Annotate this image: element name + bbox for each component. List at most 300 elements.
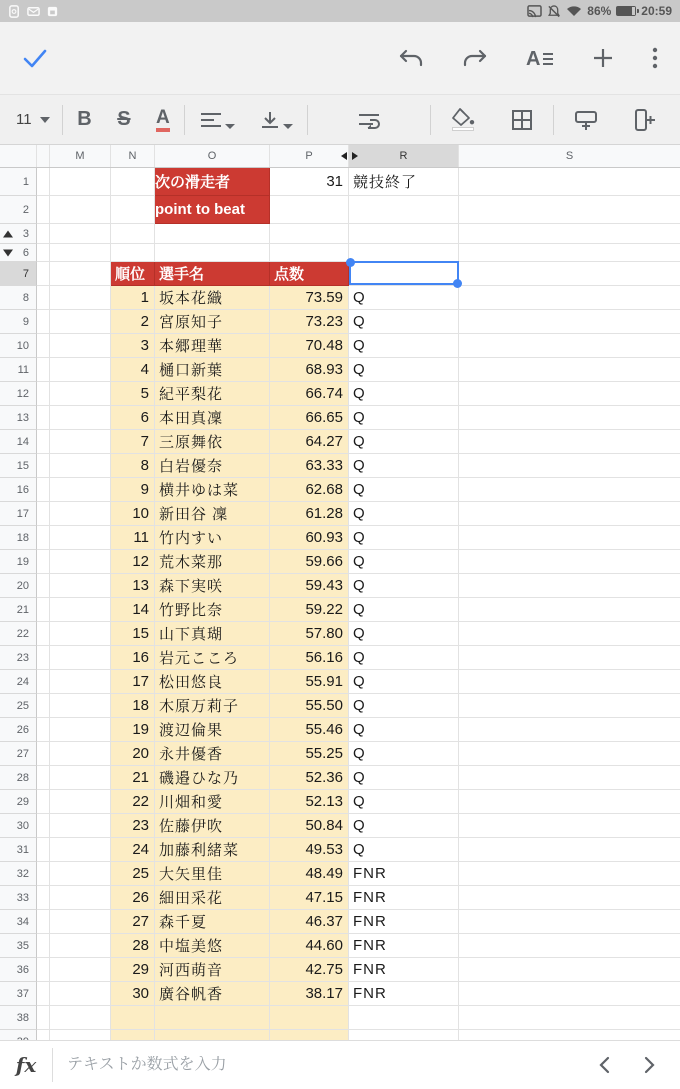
cell-M[interactable] — [50, 742, 111, 766]
row-header-14[interactable]: 14 — [0, 430, 37, 454]
cell-score[interactable]: 59.22 — [270, 598, 349, 622]
cell-L[interactable] — [37, 694, 50, 718]
cell-qualify-status[interactable]: FNR — [349, 982, 459, 1006]
cell-M[interactable] — [50, 766, 111, 790]
row-header-9[interactable]: 9 — [0, 310, 37, 334]
column-header-p[interactable]: P — [270, 145, 349, 167]
cell-skater-name[interactable]: 大矢里佳 — [155, 862, 270, 886]
fill-color-button[interactable] — [451, 108, 475, 131]
bold-button[interactable] — [77, 108, 91, 131]
selection-handle-bottom-right[interactable] — [453, 279, 462, 288]
cell-qualify-status[interactable]: Q — [349, 334, 459, 358]
cell-next-skater-label[interactable]: 次の滑走者 — [155, 168, 270, 196]
cell-status-note[interactable]: 競技終了 — [349, 168, 459, 196]
cell-L[interactable] — [37, 550, 50, 574]
cell-score[interactable]: 73.23 — [270, 310, 349, 334]
cell-score[interactable]: 48.49 — [270, 862, 349, 886]
borders-button[interactable] — [511, 109, 533, 131]
cell-skater-name[interactable]: 白岩優奈 — [155, 454, 270, 478]
row-header-26[interactable]: 26 — [0, 718, 37, 742]
row-header-13[interactable]: 13 — [0, 406, 37, 430]
row-header-22[interactable]: 22 — [0, 622, 37, 646]
cell-L[interactable] — [37, 838, 50, 862]
cell-score[interactable]: 55.25 — [270, 742, 349, 766]
header-rank[interactable]: 順位 — [111, 262, 155, 286]
cell-skater-name[interactable]: 岩元こころ — [155, 646, 270, 670]
cell-S[interactable] — [459, 406, 680, 430]
done-check-button[interactable] — [22, 47, 48, 69]
cell-M[interactable] — [50, 718, 111, 742]
cell-S[interactable] — [459, 958, 680, 982]
cell-L[interactable] — [37, 406, 50, 430]
cell-M[interactable] — [50, 358, 111, 382]
selected-cell-outline[interactable] — [349, 261, 459, 285]
cell-M[interactable] — [50, 478, 111, 502]
cell-rank[interactable]: 12 — [111, 550, 155, 574]
cell-M[interactable] — [50, 334, 111, 358]
cell-skater-name[interactable]: 加藤利緒菜 — [155, 838, 270, 862]
cell-L[interactable] — [37, 886, 50, 910]
next-cell-button[interactable] — [644, 1056, 656, 1074]
cell-rank[interactable]: 28 — [111, 934, 155, 958]
cell-S[interactable] — [459, 766, 680, 790]
cell-rank[interactable]: 20 — [111, 742, 155, 766]
cell-qualify-status[interactable]: Q — [349, 382, 459, 406]
cell-M[interactable] — [50, 910, 111, 934]
cell-rank[interactable]: 2 — [111, 310, 155, 334]
cell-score[interactable]: 52.36 — [270, 766, 349, 790]
row-header-35[interactable]: 35 — [0, 934, 37, 958]
cell-score[interactable]: 57.80 — [270, 622, 349, 646]
cell-skater-name[interactable]: 渡辺倫果 — [155, 718, 270, 742]
undo-button[interactable] — [398, 48, 424, 68]
cell-L[interactable] — [37, 454, 50, 478]
cell-skater-name[interactable]: 三原舞依 — [155, 430, 270, 454]
cell-rank[interactable]: 13 — [111, 574, 155, 598]
row-header-31[interactable]: 31 — [0, 838, 37, 862]
cell-qualify-status[interactable]: Q — [349, 310, 459, 334]
cell-M[interactable] — [50, 670, 111, 694]
cell-score[interactable]: 68.93 — [270, 358, 349, 382]
row-header-8[interactable]: 8 — [0, 286, 37, 310]
cell-P[interactable] — [270, 196, 349, 224]
cell-L[interactable] — [37, 196, 50, 224]
cell-S[interactable] — [459, 862, 680, 886]
cell-qualify-status[interactable]: Q — [349, 478, 459, 502]
cell-L[interactable] — [37, 244, 50, 262]
cell-M[interactable] — [50, 790, 111, 814]
cell-skater-name[interactable]: 松田悠良 — [155, 670, 270, 694]
cell-P[interactable] — [270, 244, 349, 262]
corner-cell[interactable] — [0, 145, 37, 167]
row-header-17[interactable]: 17 — [0, 502, 37, 526]
cell-L[interactable] — [37, 502, 50, 526]
cell-rank[interactable]: 15 — [111, 622, 155, 646]
row-header-30[interactable]: 30 — [0, 814, 37, 838]
cell-L[interactable] — [37, 224, 50, 244]
cell-skater-name[interactable]: 佐藤伊吹 — [155, 814, 270, 838]
column-header-m[interactable]: M — [50, 145, 111, 167]
strikethrough-button[interactable] — [117, 108, 130, 131]
cell-L[interactable] — [37, 742, 50, 766]
cell-S[interactable] — [459, 334, 680, 358]
cell-N[interactable] — [111, 224, 155, 244]
cell-O[interactable] — [155, 224, 270, 244]
row-header-11[interactable]: 11 — [0, 358, 37, 382]
cell-S[interactable] — [459, 244, 680, 262]
cell-score[interactable]: 44.60 — [270, 934, 349, 958]
row-header-27[interactable]: 27 — [0, 742, 37, 766]
row-header-37[interactable]: 37 — [0, 982, 37, 1006]
cell-S[interactable] — [459, 838, 680, 862]
cell-S[interactable] — [459, 478, 680, 502]
row-header-25[interactable]: 25 — [0, 694, 37, 718]
row-header-18[interactable]: 18 — [0, 526, 37, 550]
cell-L[interactable] — [37, 958, 50, 982]
cell-S[interactable] — [459, 526, 680, 550]
cell-skater-name[interactable]: 磯邉ひな乃 — [155, 766, 270, 790]
cell-rank[interactable]: 23 — [111, 814, 155, 838]
cell-M[interactable] — [50, 168, 111, 196]
cell-S[interactable] — [459, 646, 680, 670]
cell-score[interactable]: 70.48 — [270, 334, 349, 358]
cell-L[interactable] — [37, 310, 50, 334]
cell-point-to-beat[interactable]: point to beat — [155, 196, 270, 224]
column-header-l[interactable] — [37, 145, 50, 167]
cell-L[interactable] — [37, 910, 50, 934]
cell-rank[interactable]: 1 — [111, 286, 155, 310]
cell-qualify-status[interactable]: FNR — [349, 934, 459, 958]
cell-M[interactable] — [50, 224, 111, 244]
cell-skater-name[interactable]: 坂本花織 — [155, 286, 270, 310]
cell-score[interactable]: 55.46 — [270, 718, 349, 742]
cell-rank[interactable]: 22 — [111, 790, 155, 814]
cell-rank[interactable]: 3 — [111, 334, 155, 358]
column-header-r[interactable]: R — [349, 145, 459, 167]
cell-skater-name[interactable]: 新田谷 凜 — [155, 502, 270, 526]
cell-qualify-status[interactable]: Q — [349, 550, 459, 574]
horizontal-align-button[interactable] — [200, 111, 235, 129]
cell-score[interactable]: 56.16 — [270, 646, 349, 670]
cell-M[interactable] — [50, 550, 111, 574]
cell-qualify-status[interactable]: Q — [349, 814, 459, 838]
cell-skater-name[interactable]: 永井優香 — [155, 742, 270, 766]
cell-rank[interactable]: 9 — [111, 478, 155, 502]
cell-qualify-status[interactable]: Q — [349, 646, 459, 670]
cell-M[interactable] — [50, 454, 111, 478]
cell-skater-name[interactable]: 河西萌音 — [155, 958, 270, 982]
collapse-up-icon[interactable] — [3, 230, 13, 237]
cell-skater-name[interactable]: 川畑和愛 — [155, 790, 270, 814]
cell-score[interactable]: 55.91 — [270, 670, 349, 694]
cell-qualify-status[interactable]: Q — [349, 718, 459, 742]
cell-rank[interactable]: 18 — [111, 694, 155, 718]
cell-rank[interactable]: 29 — [111, 958, 155, 982]
cell-qualify-status[interactable]: Q — [349, 622, 459, 646]
selection-handle-top-left[interactable] — [346, 258, 355, 267]
row-header-23[interactable]: 23 — [0, 646, 37, 670]
cell-M[interactable] — [50, 646, 111, 670]
collapse-down-icon[interactable] — [3, 249, 13, 256]
row-header-2[interactable]: 2 — [0, 196, 37, 224]
cell-N[interactable] — [111, 196, 155, 224]
add-row-button[interactable] — [574, 109, 598, 131]
cell-R[interactable] — [349, 244, 459, 262]
add-column-button[interactable] — [633, 109, 657, 131]
cell-skater-name[interactable]: 宮原知子 — [155, 310, 270, 334]
cell-rank[interactable]: 30 — [111, 982, 155, 1006]
cell-rank[interactable]: 4 — [111, 358, 155, 382]
cell-M[interactable] — [50, 622, 111, 646]
cell-S[interactable] — [459, 742, 680, 766]
cell-qualify-status[interactable]: Q — [349, 574, 459, 598]
cell-M[interactable] — [50, 982, 111, 1006]
cell-qualify-status[interactable]: Q — [349, 766, 459, 790]
cell-L[interactable] — [37, 382, 50, 406]
cell-M[interactable] — [50, 958, 111, 982]
cell-qualify-status[interactable]: Q — [349, 454, 459, 478]
cell-rank[interactable]: 24 — [111, 838, 155, 862]
cell-rank[interactable]: 25 — [111, 862, 155, 886]
row-header-15[interactable]: 15 — [0, 454, 37, 478]
cell-M[interactable] — [50, 502, 111, 526]
cell-skater-name[interactable]: 森千夏 — [155, 910, 270, 934]
cell-score[interactable]: 50.84 — [270, 814, 349, 838]
cell-N[interactable] — [111, 244, 155, 262]
prev-cell-button[interactable] — [598, 1056, 610, 1074]
cell-rank[interactable]: 26 — [111, 886, 155, 910]
format-button[interactable] — [526, 47, 554, 69]
cell-S[interactable] — [459, 430, 680, 454]
cell-M[interactable] — [50, 262, 111, 286]
cell-R[interactable] — [349, 1006, 459, 1030]
row-header-7[interactable]: 7 — [0, 262, 37, 286]
cell-M[interactable] — [50, 430, 111, 454]
cell-rank[interactable]: 5 — [111, 382, 155, 406]
cell-S[interactable] — [459, 358, 680, 382]
row-header-36[interactable]: 36 — [0, 958, 37, 982]
cell-qualify-status[interactable]: Q — [349, 406, 459, 430]
cell-L[interactable] — [37, 358, 50, 382]
cell-S[interactable] — [459, 790, 680, 814]
cell-M[interactable] — [50, 382, 111, 406]
cell-skater-name[interactable]: 木原万莉子 — [155, 694, 270, 718]
cell-skater-name[interactable]: 荒木菜那 — [155, 550, 270, 574]
cell-skater-name[interactable]: 廣谷帆香 — [155, 982, 270, 1006]
row-header-28[interactable]: 28 — [0, 766, 37, 790]
row-header-38[interactable]: 38 — [0, 1006, 37, 1030]
cell-P[interactable] — [270, 1006, 349, 1030]
cell-score[interactable]: 64.27 — [270, 430, 349, 454]
cell-S[interactable] — [459, 454, 680, 478]
cell-S[interactable] — [459, 382, 680, 406]
font-size-dropdown[interactable] — [6, 111, 60, 128]
cell-L[interactable] — [37, 262, 50, 286]
cell-S[interactable] — [459, 502, 680, 526]
cell-score[interactable]: 61.28 — [270, 502, 349, 526]
cell-S[interactable] — [459, 814, 680, 838]
row-header-12[interactable]: 12 — [0, 382, 37, 406]
cell-M[interactable] — [50, 862, 111, 886]
cell-S[interactable] — [459, 670, 680, 694]
cell-skater-name[interactable]: 森下実咲 — [155, 574, 270, 598]
cell-O[interactable] — [155, 1006, 270, 1030]
row-header-34[interactable]: 34 — [0, 910, 37, 934]
cell-qualify-status[interactable]: FNR — [349, 910, 459, 934]
cell-score[interactable]: 49.53 — [270, 838, 349, 862]
cell-S[interactable] — [459, 694, 680, 718]
cell-L[interactable] — [37, 814, 50, 838]
cell-qualify-status[interactable]: Q — [349, 502, 459, 526]
text-color-button[interactable] — [156, 108, 170, 132]
cell-score[interactable]: 73.59 — [270, 286, 349, 310]
cell-qualify-status[interactable]: Q — [349, 694, 459, 718]
row-header-16[interactable]: 16 — [0, 478, 37, 502]
cell-qualify-status[interactable]: Q — [349, 670, 459, 694]
cell-qualify-status[interactable]: FNR — [349, 862, 459, 886]
cell-score[interactable]: 38.17 — [270, 982, 349, 1006]
cell-score[interactable]: 63.33 — [270, 454, 349, 478]
cell-M[interactable] — [50, 244, 111, 262]
row-header-1[interactable]: 1 — [0, 168, 37, 196]
cell-S[interactable] — [459, 622, 680, 646]
cell-qualify-status[interactable]: FNR — [349, 886, 459, 910]
cell-rank[interactable]: 14 — [111, 598, 155, 622]
cell-R[interactable] — [349, 224, 459, 244]
cell-score[interactable]: 66.74 — [270, 382, 349, 406]
cell-M[interactable] — [50, 1006, 111, 1030]
cell-L[interactable] — [37, 862, 50, 886]
cell-score[interactable]: 46.37 — [270, 910, 349, 934]
row-header-19[interactable]: 19 — [0, 550, 37, 574]
cell-M[interactable] — [50, 574, 111, 598]
cell-M[interactable] — [50, 406, 111, 430]
cell-skater-name[interactable]: 樋口新葉 — [155, 358, 270, 382]
header-score[interactable]: 点数 — [270, 262, 349, 286]
cell-M[interactable] — [50, 526, 111, 550]
cell-rank[interactable]: 6 — [111, 406, 155, 430]
cell-L[interactable] — [37, 934, 50, 958]
cell-S[interactable] — [459, 196, 680, 224]
cell-S[interactable] — [459, 718, 680, 742]
cell-L[interactable] — [37, 574, 50, 598]
cell-M[interactable] — [50, 196, 111, 224]
cell-score[interactable]: 66.65 — [270, 406, 349, 430]
text-wrap-button[interactable] — [357, 111, 381, 129]
cell-S[interactable] — [459, 886, 680, 910]
cell-L[interactable] — [37, 670, 50, 694]
cell-R[interactable] — [349, 196, 459, 224]
cell-M[interactable] — [50, 886, 111, 910]
cell-S[interactable] — [459, 286, 680, 310]
cell-L[interactable] — [37, 168, 50, 196]
cell-skater-name[interactable]: 竹野比奈 — [155, 598, 270, 622]
cell-rank[interactable]: 11 — [111, 526, 155, 550]
vertical-align-button[interactable] — [260, 111, 293, 129]
redo-button[interactable] — [462, 48, 488, 68]
cell-qualify-status[interactable]: FNR — [349, 958, 459, 982]
column-header-o[interactable]: O — [155, 145, 270, 167]
cell-S[interactable] — [459, 934, 680, 958]
cell-qualify-status[interactable]: Q — [349, 742, 459, 766]
cell-rank[interactable]: 16 — [111, 646, 155, 670]
cell-next-skater-value[interactable]: 31 — [270, 168, 349, 196]
cell-L[interactable] — [37, 526, 50, 550]
cell-L[interactable] — [37, 622, 50, 646]
cell-skater-name[interactable]: 本郷理華 — [155, 334, 270, 358]
cell-skater-name[interactable]: 竹内すい — [155, 526, 270, 550]
cell-S[interactable] — [459, 550, 680, 574]
cell-rank[interactable]: 8 — [111, 454, 155, 478]
cell-qualify-status[interactable]: Q — [349, 286, 459, 310]
row-header-6[interactable]: 6 — [0, 244, 37, 262]
cell-score[interactable]: 42.75 — [270, 958, 349, 982]
cell-score[interactable]: 59.43 — [270, 574, 349, 598]
cell-score[interactable]: 47.15 — [270, 886, 349, 910]
cell-M[interactable] — [50, 286, 111, 310]
cell-L[interactable] — [37, 790, 50, 814]
header-name[interactable]: 選手名 — [155, 262, 270, 286]
cell-N[interactable] — [111, 1006, 155, 1030]
cell-S[interactable] — [459, 310, 680, 334]
row-header-3[interactable]: 3 — [0, 224, 37, 244]
cell-score[interactable]: 59.66 — [270, 550, 349, 574]
cell-S[interactable] — [459, 598, 680, 622]
row-header-33[interactable]: 33 — [0, 886, 37, 910]
cell-qualify-status[interactable]: Q — [349, 598, 459, 622]
cell-L[interactable] — [37, 598, 50, 622]
cell-L[interactable] — [37, 718, 50, 742]
cell-O[interactable] — [155, 244, 270, 262]
cell-S[interactable] — [459, 574, 680, 598]
cell-skater-name[interactable]: 紀平梨花 — [155, 382, 270, 406]
cell-M[interactable] — [50, 598, 111, 622]
cell-skater-name[interactable]: 中塩美悠 — [155, 934, 270, 958]
insert-button[interactable] — [592, 47, 614, 69]
cell-N[interactable] — [111, 168, 155, 196]
cell-rank[interactable]: 27 — [111, 910, 155, 934]
cell-qualify-status[interactable]: Q — [349, 526, 459, 550]
cell-score[interactable]: 52.13 — [270, 790, 349, 814]
cell-P[interactable] — [270, 224, 349, 244]
row-header-29[interactable]: 29 — [0, 790, 37, 814]
cell-L[interactable] — [37, 286, 50, 310]
cell-rank[interactable]: 7 — [111, 430, 155, 454]
cell-score[interactable]: 62.68 — [270, 478, 349, 502]
cell-S[interactable] — [459, 262, 680, 286]
cell-S[interactable] — [459, 224, 680, 244]
cell-M[interactable] — [50, 310, 111, 334]
row-header-20[interactable]: 20 — [0, 574, 37, 598]
row-header-21[interactable]: 21 — [0, 598, 37, 622]
cell-L[interactable] — [37, 766, 50, 790]
cell-S[interactable] — [459, 982, 680, 1006]
cell-M[interactable] — [50, 838, 111, 862]
overflow-menu-button[interactable] — [652, 47, 658, 69]
cell-rank[interactable]: 17 — [111, 670, 155, 694]
cell-M[interactable] — [50, 814, 111, 838]
row-header-10[interactable]: 10 — [0, 334, 37, 358]
cell-qualify-status[interactable]: Q — [349, 430, 459, 454]
formula-input[interactable] — [53, 1056, 598, 1074]
cell-S[interactable] — [459, 1006, 680, 1030]
cell-L[interactable] — [37, 982, 50, 1006]
cell-rank[interactable]: 10 — [111, 502, 155, 526]
cell-qualify-status[interactable]: Q — [349, 790, 459, 814]
cell-L[interactable] — [37, 430, 50, 454]
cell-skater-name[interactable]: 山下真瑚 — [155, 622, 270, 646]
cell-rank[interactable]: 19 — [111, 718, 155, 742]
